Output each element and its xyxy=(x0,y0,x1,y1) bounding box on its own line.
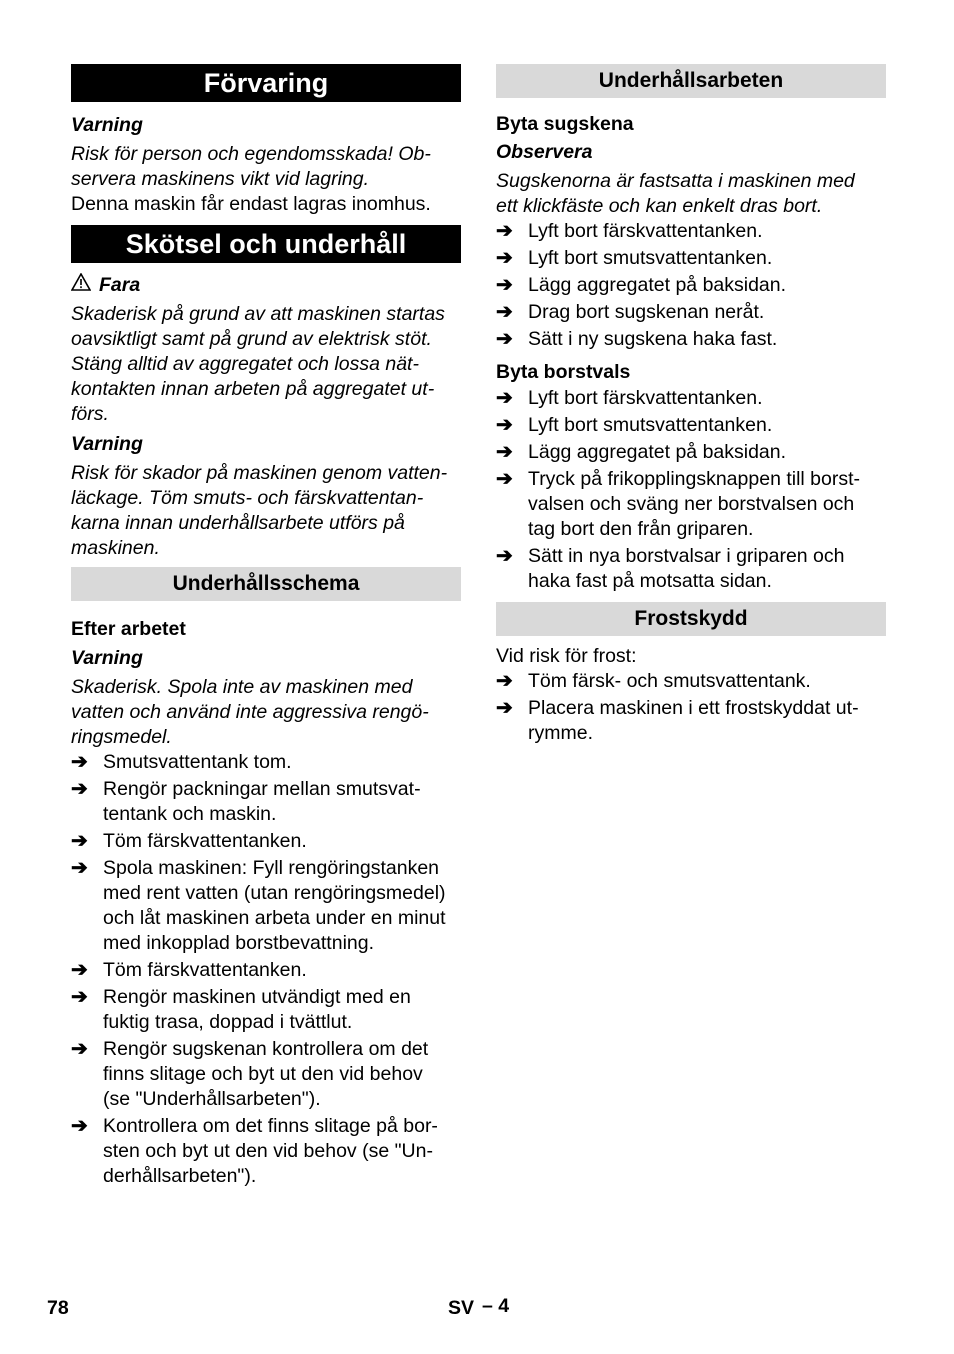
arrow-right-icon: ➔ xyxy=(496,387,513,409)
section-title-underhallsarbeten: Underhållsarbeten xyxy=(496,64,886,98)
arrow-right-icon: ➔ xyxy=(71,857,88,879)
subheading-byta-borstvals: Byta borstvals xyxy=(496,361,631,383)
list-item xyxy=(496,440,886,465)
text-line: med inkopplad borstbevattning. xyxy=(103,932,375,954)
storage-note: Denna maskin får endast lagras inomhus. xyxy=(71,193,431,215)
page-number: 78 xyxy=(47,1297,69,1319)
warning-triangle-icon xyxy=(71,273,91,298)
arrow-right-icon: ➔ xyxy=(71,751,88,773)
arrow-right-icon: ➔ xyxy=(496,414,513,436)
list-item xyxy=(496,669,886,694)
text-line: tentank och maskin. xyxy=(103,803,277,825)
text-line: Lyft bort smutsvattentanken. xyxy=(528,414,773,436)
arrow-right-icon: ➔ xyxy=(496,328,513,350)
text-line: kontakten innan arbeten på aggregatet ut- xyxy=(71,378,435,400)
footer-language: SV xyxy=(448,1297,475,1319)
text-line: Sugskenorna är fastsatta i maskinen med xyxy=(496,170,855,192)
text-line: Skaderisk. Spola inte av maskinen med xyxy=(71,676,413,698)
footer-section-page: – 4 xyxy=(482,1295,510,1317)
text-line: Risk för person och egendomsskada! Ob- xyxy=(71,143,431,165)
text-line: Sätt i ny sugskena haka fast. xyxy=(528,328,778,350)
arrow-right-icon: ➔ xyxy=(496,441,513,463)
list-item xyxy=(496,467,886,542)
warning-label: Varning xyxy=(71,114,143,136)
arrow-right-icon: ➔ xyxy=(496,545,513,567)
list-item xyxy=(71,1114,461,1189)
text-line: Risk för skador på maskinen genom vatten- xyxy=(71,462,448,484)
arrow-right-icon: ➔ xyxy=(496,274,513,296)
text-line: Tryck på frikopplingsknappen till borst- xyxy=(528,468,861,490)
text-line: Drag bort sugskenan neråt. xyxy=(528,301,765,323)
note-text xyxy=(496,169,886,219)
text-line: Rengör maskinen utvändigt med en xyxy=(103,986,411,1008)
text-line: Skaderisk på grund av att maskinen startas xyxy=(71,303,445,325)
arrow-right-icon: ➔ xyxy=(496,220,513,242)
list-item xyxy=(496,273,886,298)
text-line: Rengör packningar mellan smutsvat- xyxy=(103,778,421,800)
text-line: Rengör sugskenan kontrollera om det xyxy=(103,1038,429,1060)
section-title-skotsel: Skötsel och underhåll xyxy=(71,225,461,263)
list-item xyxy=(71,985,461,1035)
text-line: sten och byt ut den vid behov (se "Un- xyxy=(103,1140,433,1162)
text-line: Lyft bort smutsvattentanken. xyxy=(528,247,773,269)
text-line: derhållsarbeten"). xyxy=(103,1165,257,1187)
warning-text xyxy=(71,142,461,192)
text-line: haka fast på motsatta sidan. xyxy=(528,570,772,592)
text-line: oavsiktligt samt på grund av elektrisk stöt. xyxy=(71,328,432,350)
list-item xyxy=(71,856,461,956)
text-line: karna innan underhållsarbete utförs på xyxy=(71,512,405,534)
text-line: ett klickfäste och kan enkelt dras bort. xyxy=(496,195,823,217)
list-item xyxy=(71,958,461,983)
section-title-underhallsschema: Underhållsschema xyxy=(71,567,461,601)
arrow-right-icon: ➔ xyxy=(71,1038,88,1060)
text-line: fuktig trasa, doppad i tvättlut. xyxy=(103,1011,353,1033)
subheading-byta-sugskena: Byta sugskena xyxy=(496,113,634,135)
left-column xyxy=(71,64,461,1191)
arrow-right-icon: ➔ xyxy=(496,301,513,323)
arrow-right-icon: ➔ xyxy=(496,247,513,269)
danger-text xyxy=(71,302,461,427)
danger-label: Fara xyxy=(99,274,141,296)
text-line: förs. xyxy=(71,403,109,425)
text-line: med rent vatten (utan rengöringsmedel) xyxy=(103,882,446,904)
arrow-right-icon: ➔ xyxy=(496,468,513,490)
arrow-right-icon: ➔ xyxy=(71,830,88,852)
text-line: Spola maskinen: Fyll rengöringstanken xyxy=(103,857,440,879)
text-line: rymme. xyxy=(528,722,593,744)
list-item xyxy=(496,696,886,746)
list-item xyxy=(71,1037,461,1112)
text-line: valsen och sväng ner borstvalsen och xyxy=(528,493,855,515)
warning-text xyxy=(71,461,461,561)
list-item xyxy=(496,413,886,438)
text-line: Sätt in nya borstvalsar i griparen och xyxy=(528,545,845,567)
text-line: Placera maskinen i ett frostskyddat ut- xyxy=(528,697,859,719)
arrow-right-icon: ➔ xyxy=(71,986,88,1008)
text-line: Stäng alltid av aggregatet och lossa nät- xyxy=(71,353,419,375)
right-column xyxy=(496,64,886,748)
section-title-forvaring: Förvaring xyxy=(71,64,461,102)
arrow-right-icon: ➔ xyxy=(496,670,513,692)
arrow-right-icon: ➔ xyxy=(496,697,513,719)
list-item xyxy=(496,544,886,594)
text-line: Kontrollera om det finns slitage på bor- xyxy=(103,1115,438,1137)
warning-text xyxy=(71,675,461,750)
list-item xyxy=(71,750,461,775)
text-line: Lägg aggregatet på baksidan. xyxy=(528,441,787,463)
list-item xyxy=(71,777,461,827)
text-line: Lyft bort färskvattentanken. xyxy=(528,220,763,242)
arrow-right-icon: ➔ xyxy=(71,959,88,981)
text-line: läckage. Töm smuts- och färskvattentan- xyxy=(71,487,424,509)
text-line: Lägg aggregatet på baksidan. xyxy=(528,274,787,296)
list-item xyxy=(496,219,886,244)
text-line: ringsmedel. xyxy=(71,726,172,748)
text-line: Töm färskvattentanken. xyxy=(103,959,307,981)
frost-intro: Vid risk för frost: xyxy=(496,645,637,667)
danger-heading xyxy=(71,273,461,298)
subheading-efter-arbetet: Efter arbetet xyxy=(71,618,186,640)
text-line: Töm färskvattentanken. xyxy=(103,830,307,852)
warning-label: Varning xyxy=(71,647,143,669)
text-line: finns slitage och byt ut den vid behov xyxy=(103,1063,423,1085)
list-item xyxy=(496,327,886,352)
list-item xyxy=(496,300,886,325)
text-line: Smutsvattentank tom. xyxy=(103,751,292,773)
text-line: maskinen. xyxy=(71,537,160,559)
arrow-right-icon: ➔ xyxy=(71,1115,88,1137)
list-item xyxy=(496,246,886,271)
text-line: servera maskinens vikt vid lagring. xyxy=(71,168,370,190)
text-line: Töm färsk- och smutsvattentank. xyxy=(528,670,811,692)
note-label: Observera xyxy=(496,141,593,163)
text-line: Lyft bort färskvattentanken. xyxy=(528,387,763,409)
text-line: tag bort den från griparen. xyxy=(528,518,754,540)
list-item xyxy=(71,829,461,854)
list-item xyxy=(496,386,886,411)
section-title-frostskydd: Frostskydd xyxy=(496,602,886,636)
text-line: vatten och använd inte aggressiva rengö- xyxy=(71,701,429,723)
warning-label: Varning xyxy=(71,433,143,455)
arrow-right-icon: ➔ xyxy=(71,778,88,800)
text-line: (se "Underhållsarbeten"). xyxy=(103,1088,321,1110)
text-line: och låt maskinen arbeta under en minut xyxy=(103,907,446,929)
